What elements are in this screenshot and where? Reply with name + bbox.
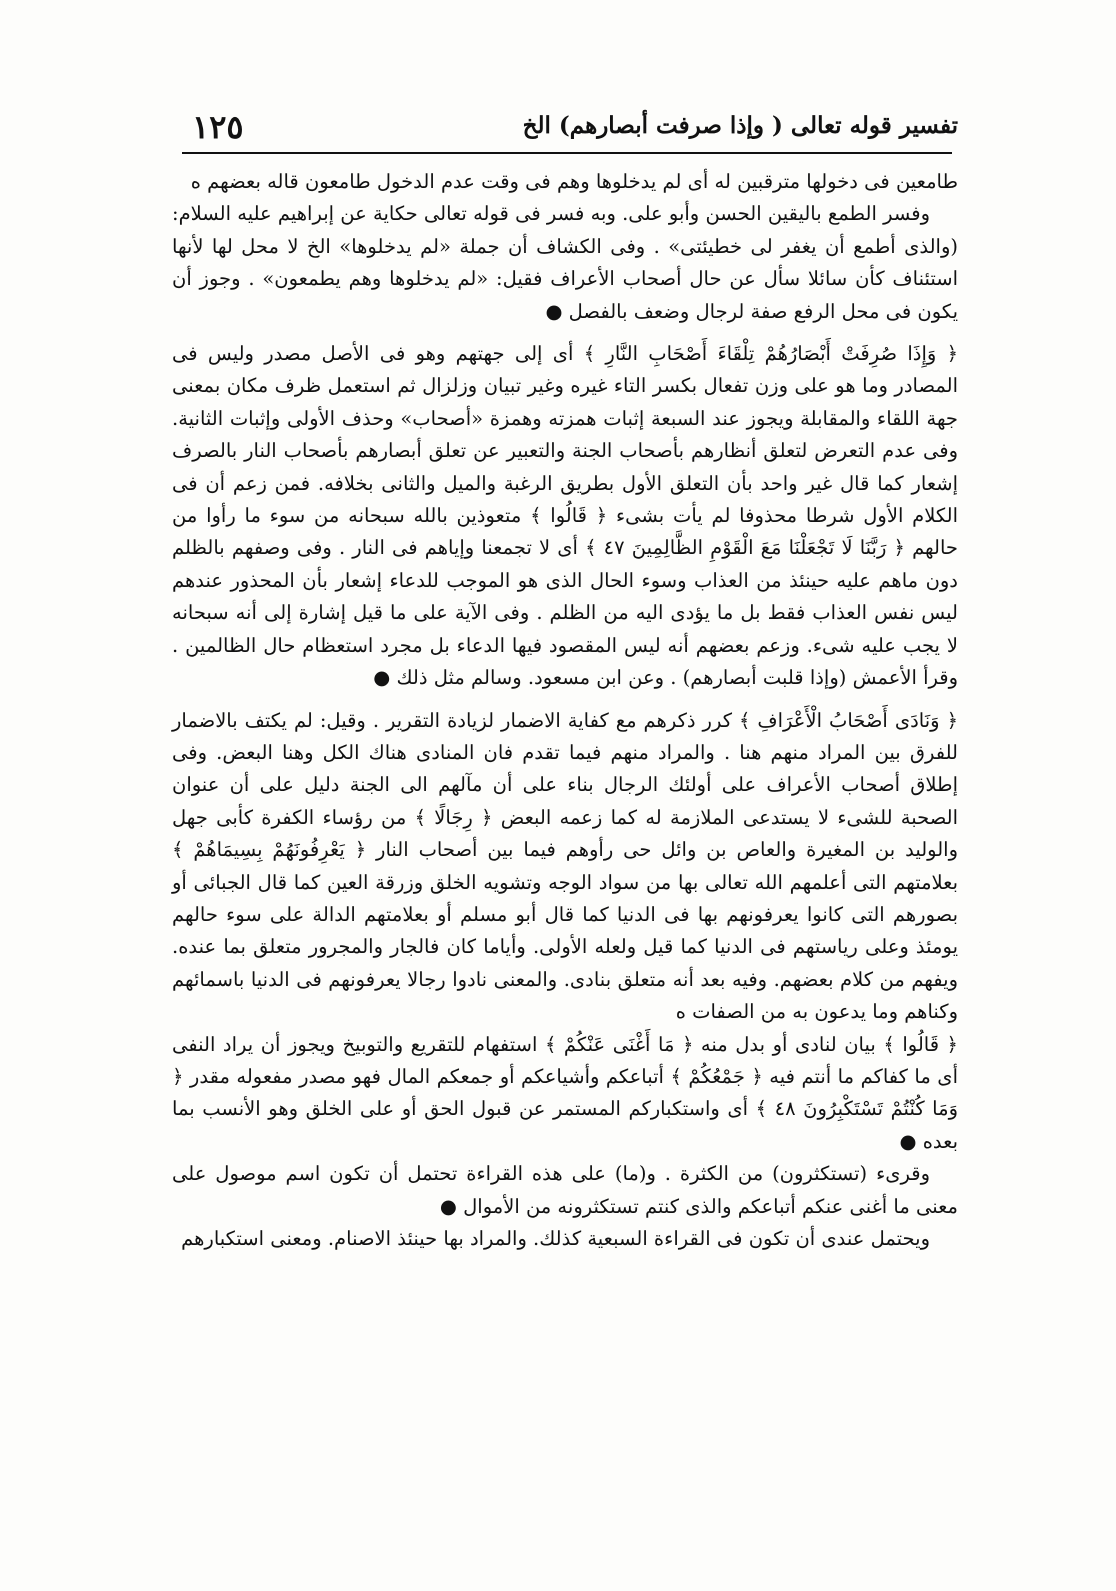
running-header [178,108,958,148]
running-title: تفسير قوله تعالى ( وإذا صرفت أبصارهم) الخ [522,112,958,139]
paragraph-3: ﴿ وَإِذَا صُرِفَتْ أَبْصَارُهُمْ تِلْقَاءَ أَصْحَابِ النَّارِ ﴾ أى إلى جهتهم وهو فى الأصل مصدر وليس فى المصادر وما هو على وزن تفعال بكسر التاء غيره وغير تبيان وزلزال ثم استعمل ظرف مكان بمعنى جهة اللقاء والمقابلة ويجوز عند السبعة إثبات همزته وهمزة «أصحاب» وحذف الأولى وإثبات الثانية. وفى عدم التعرض لتعلق أنظارهم بأصحاب الجنة والتعبير عن تعلق أبصارهم بأصحاب النار بالصرف إشعار كما قال غير واحد بأن التعلق الأول بطريق الرغبة والميل والثانى بخلافه. فمن زعم أن فى الكلام الأول شرطا محذوفا لم يأت بشىء ﴿ قَالُوا ﴾ متعوذين بالله سبحانه من سوء ما رأوا من حالهم ﴿ رَبَّنَا لَا تَجْعَلْنَا مَعَ الْقَوْمِ الظَّالِمِينَ ٤٧ ﴾ أى لا تجمعنا وإياهم فى النار . وفى وصفهم بالظلم دون ماهم عليه حينئذ من العذاب وسوء الحال الذى هو الموجب للدعاء إشعار بأن المحذور عندهم ليس نفس العذاب فقط بل ما يؤدى اليه من الظلم . وفى الآية على ما قيل إشارة إلى أنه سبحانه لا يجب عليه شىء. وزعم بعضهم أنه ليس المقصود فيها الدعاء بل مجرد استعظام حال الظالمين . وقرأ الأعمش (وإذا قلبت أبصارهم) . وعن ابن مسعود. وسالم مثل ذلك ● [172,342,958,690]
paragraph-6: وقرىء (تستكثرون) من الكثرة . و(ما) على هذه القراءة تحتمل أن تكون اسم موصول على معنى ما أغنى عنكم أتباعكم والذى كنتم تستكثرونه من الأموال ● [172,1162,958,1218]
paragraph-2: وفسر الطمع باليقين الحسن وأبو على. وبه فسر فى قوله تعالى حكاية عن إبراهيم عليه السلام: (والذى أطمع أن يغفر لى خطيئتى» . وفى الكشاف أن جملة «لم يدخلوها» الخ لا محل لها لأنها استئناف كأن سائلا سأل عن حال أصحاب الأعراف فقيل: «لم يدخلوها وهم يطمعون» . وجوز أن يكون فى محل الرفع صفة لرجال وضعف بالفصل ● [172,202,958,323]
header-rule [182,152,952,154]
paragraph-5: ﴿ قَالُوا ﴾ بيان لنادى أو بدل منه ﴿ مَا أَغْنَى عَنْكُمْ ﴾ استفهام للتقريع والتوبيخ ويجوز أن يراد النفى أى ما كفاكم ما أنتم فيه ﴿ جَمْعُكُمْ ﴾ أتباعكم وأشياعكم أو جمعكم المال فهو مصدر مفعوله مقدر ﴿ وَمَا كُنْتُمْ تَسْتَكْبِرُونَ ٤٨ ﴾ أى واستكباركم المستمر عن قبول الحق أو على الخلق وهو الأنسب بما بعده ● [172,1032,958,1153]
body-text [172,166,958,1255]
paragraph-4: ﴿ وَنَادَى أَصْحَابُ الْأَعْرَافِ ﴾ كرر ذكرهم مع كفاية الاضمار لزيادة التقرير . وقيل: لم يكتف بالاضمار للفرق بين المراد منهم هنا . والمراد منهم فيما تقدم فان المنادى هناك الكل وهنا البعض. وفى إطلاق أصحاب الأعراف على أولئك الرجال بناء على أن مآلهم الى الجنة دليل على أن عنوان الصحبة للشىء لا يستدعى الملازمة له كما زعمه البعض ﴿ رِجَالًا ﴾ من رؤساء الكفرة كأبى جهل والوليد بن المغيرة والعاص بن وائل حى رأوهم فيما بين أصحاب النار ﴿ يَعْرِفُونَهُمْ بِسِيمَاهُمْ ﴾ بعلامتهم التى أعلمهم الله تعالى بها من سواد الوجه وتشويه الخلق وزرقة العين كما قال الجبائى أو بصورهم التى كانوا يعرفونهم بها فى الدنيا كما قال أبو مسلم أو بعلامتهم الدالة على سوء حالهم يومئذ وعلى رياستهم فى الدنيا كما قيل ولعله الأولى. وأياما كان فالجار والمجرور متعلق بما عنده. ويفهم من كلام بعضهم. وفيه بعد أنه متعلق بنادى. والمعنى نادوا رجالا يعرفونهم فى الدنيا باسمائهم وكناهم وما يدعون به من الصفات ه [172,708,958,1024]
paragraph-1: طامعين فى دخولها مترقبين له أى لم يدخلوها وهم فى وقت عدم الدخول طامعون قاله بعضهم ه [190,170,958,193]
paragraph-7: ويحتمل عندى أن تكون فى القراءة السبعية كذلك. والمراد بها حينئذ الاصنام. ومعنى استكبارهم [181,1227,930,1250]
page-number: ١٢٥ [192,108,244,146]
